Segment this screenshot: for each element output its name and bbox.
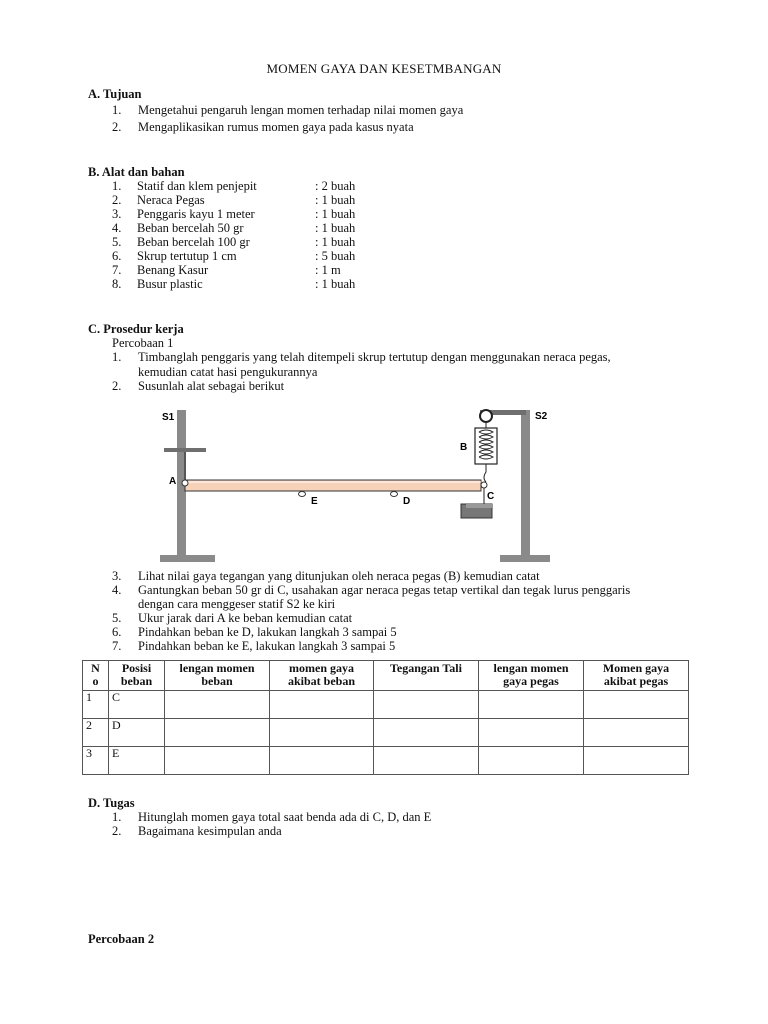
results-table: [82, 660, 689, 775]
tool-item: [112, 221, 412, 235]
tool-name: Neraca Pegas: [137, 193, 205, 207]
tool-item: [112, 249, 412, 263]
tool-quantity: : 5 buah: [315, 249, 356, 263]
list-item: [112, 103, 463, 117]
cell-empty: [374, 747, 479, 775]
item-text: Timbanglah penggaris yang telah ditempeli skrup tertutup dengan menggunakan neraca pegas,: [138, 350, 611, 364]
scale-hook: [480, 410, 492, 422]
tool-quantity: : 1 buah: [315, 207, 356, 221]
header-no: N o: [83, 661, 109, 691]
tool-name: Benang Kasur: [137, 263, 209, 277]
procedure-step: [112, 625, 397, 639]
header-lengan-pegas: lengan momen gaya pegas: [479, 661, 584, 691]
cell-empty: [584, 747, 689, 775]
item-number: 2.: [112, 379, 122, 393]
item-text: Ukur jarak dari A ke beban kemudian catat: [138, 611, 353, 625]
percobaan-2-heading: Percobaan 2: [88, 932, 155, 946]
tool-quantity: : 1 buah: [315, 277, 356, 291]
section-b-heading: B. Alat dan bahan: [88, 165, 185, 179]
apparatus-diagram: [150, 400, 550, 565]
cell-posisi: E: [109, 747, 165, 775]
cell-empty: [479, 691, 584, 719]
point-e-screw: [299, 492, 306, 497]
cell-no: 1: [83, 691, 109, 719]
item-text: Lihat nilai gaya tegangan yang ditunjukan oleh neraca pegas (B) kemudian catat: [138, 569, 540, 583]
table-row: [83, 719, 689, 747]
procedure-step: [112, 379, 284, 393]
stand-s1-base: [160, 555, 215, 562]
item-number: 4.: [112, 221, 122, 235]
item-text: Mengetahui pengaruh lengan momen terhadap nilai momen gaya: [138, 103, 464, 117]
cell-empty: [270, 747, 374, 775]
page-title: MOMEN GAYA DAN KESETMBANGAN: [266, 61, 502, 76]
point-a-pivot: [182, 480, 188, 486]
item-number: 2.: [112, 824, 122, 838]
tool-quantity: : 1 m: [315, 263, 341, 277]
item-text: Pindahkan beban ke E, lakukan langkah 3 sampai 5: [138, 639, 396, 653]
table-row: [83, 747, 689, 775]
section-a-heading: A. Tujuan: [88, 87, 142, 101]
label-e: E: [311, 496, 318, 507]
procedure-step: [112, 611, 352, 625]
item-number: 5.: [112, 611, 122, 625]
header-tegangan: Tegangan Tali: [374, 661, 479, 691]
cell-posisi: C: [109, 691, 165, 719]
cell-empty: [165, 747, 270, 775]
item-number: 7.: [112, 263, 122, 277]
item-number: 6.: [112, 625, 122, 639]
procedure-step: [112, 583, 630, 597]
tool-name: Beban bercelah 50 gr: [137, 221, 244, 235]
tool-item: [112, 179, 412, 193]
item-text: Hitunglah momen gaya total saat benda ada di C, D, dan E: [138, 810, 432, 824]
item-number: 2.: [112, 193, 122, 207]
item-number: 5.: [112, 235, 122, 249]
procedure-step-cont: kemudian catat hasi pengukurannya: [138, 365, 318, 379]
cell-posisi: D: [109, 719, 165, 747]
list-item: [112, 824, 282, 838]
header-posisi: Posisi beban: [109, 661, 165, 691]
subheading: Percobaan 1: [112, 336, 174, 350]
label-c: C: [487, 491, 495, 502]
tool-quantity: : 1 buah: [315, 221, 356, 235]
tool-name: Penggaris kayu 1 meter: [137, 207, 255, 221]
procedure-step-cont: dengan cara menggeser statif S2 ke kiri: [138, 597, 336, 611]
table-header-row: [83, 661, 689, 691]
cell-empty: [374, 691, 479, 719]
stand-s2-base: [500, 555, 550, 562]
label-a: A: [169, 476, 177, 487]
item-number: 8.: [112, 277, 122, 291]
procedure-step: [112, 569, 540, 583]
label-b: B: [460, 442, 468, 453]
cell-empty: [270, 691, 374, 719]
cell-empty: [584, 691, 689, 719]
stand-s1-clamp: [164, 448, 206, 452]
tool-item: [112, 235, 412, 249]
item-number: 1.: [112, 350, 122, 364]
tool-item: [112, 277, 412, 291]
item-number: 4.: [112, 583, 122, 597]
tool-quantity: : 2 buah: [315, 179, 356, 193]
item-text: Mengaplikasikan rumus momen gaya pada kasus nyata: [138, 120, 414, 134]
tool-quantity: : 1 buah: [315, 235, 356, 249]
cell-empty: [479, 719, 584, 747]
cell-empty: [479, 747, 584, 775]
item-text: Susunlah alat sebagai berikut: [138, 379, 285, 393]
procedure-step: [112, 350, 611, 364]
item-number: 1.: [112, 810, 122, 824]
tool-name: Busur plastic: [137, 277, 203, 291]
cell-empty: [165, 691, 270, 719]
procedure-step: [112, 639, 395, 653]
label-s1: S1: [162, 412, 175, 423]
cell-empty: [584, 719, 689, 747]
tool-name: Skrup tertutup 1 cm: [137, 249, 237, 263]
point-c-hook: [481, 482, 487, 488]
item-number: 1.: [112, 179, 122, 193]
item-number: 7.: [112, 639, 122, 653]
tool-name: Beban bercelah 100 gr: [137, 235, 250, 249]
tool-quantity: : 1 buah: [315, 193, 356, 207]
tool-item: [112, 207, 412, 221]
item-number: 3.: [112, 569, 122, 583]
label-s2: S2: [535, 411, 548, 422]
table-row: [83, 691, 689, 719]
tool-item: [112, 263, 412, 277]
tool-item: [112, 193, 412, 207]
cell-no: 2: [83, 719, 109, 747]
cell-empty: [374, 719, 479, 747]
item-number: 1.: [112, 103, 122, 117]
item-number: 2.: [112, 120, 122, 134]
stand-s2-rod: [521, 410, 530, 556]
header-lengan-beban: lengan momen beban: [165, 661, 270, 691]
item-text: Gantungkan beban 50 gr di C, usahakan agar neraca pegas tetap vertikal dan tegak lurus penggaris: [138, 583, 631, 597]
item-text: Bagaimana kesimpulan anda: [138, 824, 282, 838]
list-item: [112, 120, 414, 134]
header-momen-beban: momen gaya akibat beban: [270, 661, 374, 691]
cell-empty: [165, 719, 270, 747]
tool-name: Statif dan klem penjepit: [137, 179, 257, 193]
item-text: Pindahkan beban ke D, lakukan langkah 3 sampai 5: [138, 625, 397, 639]
item-number: 3.: [112, 207, 122, 221]
section-d-heading: D. Tugas: [88, 796, 135, 810]
header-momen-pegas: Momen gaya akibat pegas: [584, 661, 689, 691]
section-c-heading: C. Prosedur kerja: [88, 322, 184, 336]
item-number: 6.: [112, 249, 122, 263]
cell-empty: [270, 719, 374, 747]
list-item: [112, 810, 431, 824]
label-d: D: [403, 496, 411, 507]
point-d-screw: [391, 492, 398, 497]
cell-no: 3: [83, 747, 109, 775]
